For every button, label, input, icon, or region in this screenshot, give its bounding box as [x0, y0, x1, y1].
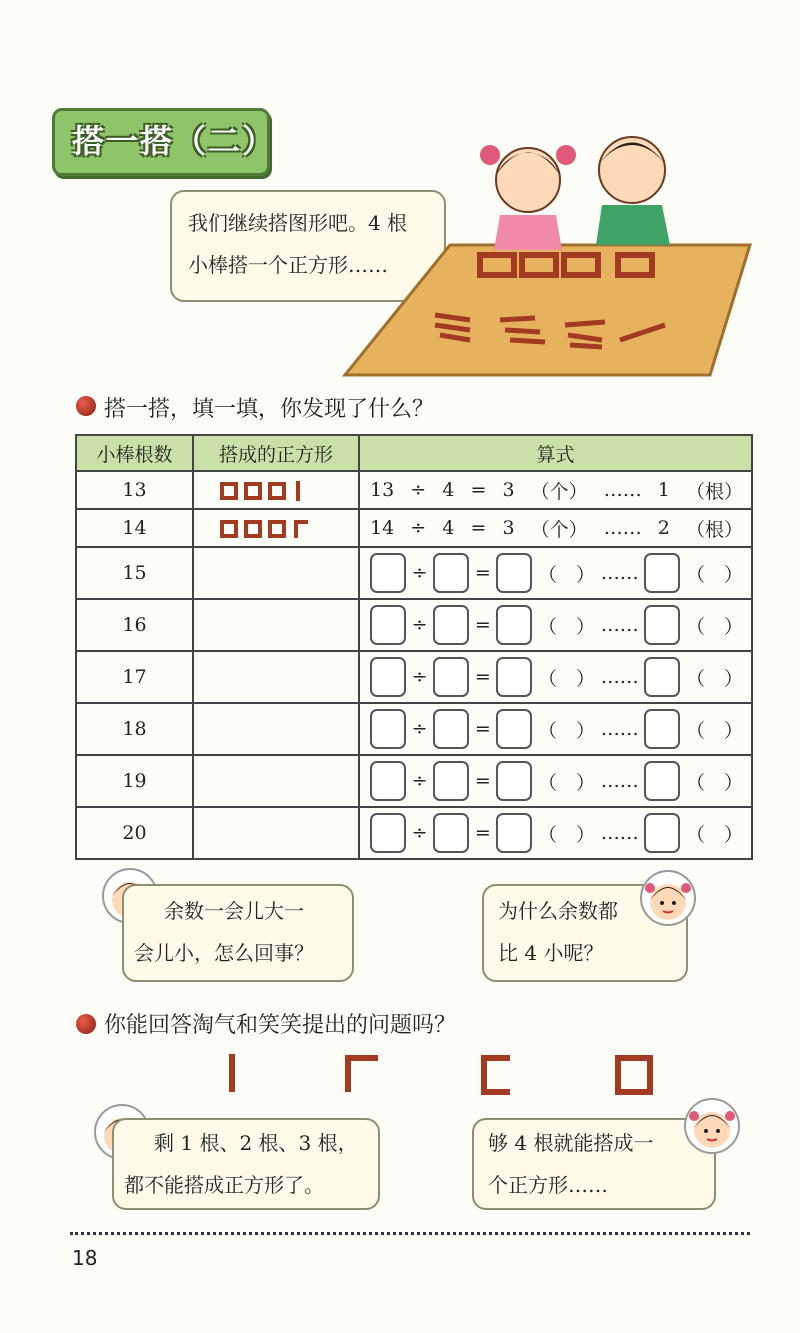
div-sign: ÷	[411, 562, 428, 584]
remainder-box[interactable]	[644, 761, 680, 801]
div-sign: ÷	[411, 614, 428, 636]
section1-heading: 搭一搭，填一填，你发现了什么？	[104, 397, 435, 422]
table-row	[76, 509, 752, 547]
stick-count-cell: 13	[76, 471, 193, 509]
boy-bubble1-line1: 余数一会儿大一	[164, 899, 304, 923]
quotient-box[interactable]	[496, 761, 532, 801]
squares-cell[interactable]	[193, 703, 359, 755]
unit-paren[interactable]: （ ）	[538, 823, 596, 846]
quotient-box[interactable]	[496, 553, 532, 593]
stick-count-cell: 17	[76, 651, 193, 703]
eq-remainder: 1	[657, 479, 670, 501]
formula-cell	[359, 651, 752, 703]
girl-bubble2-line2: 个正方形……	[488, 1173, 608, 1197]
boy-bubble1-line2: 会儿小，怎么回事？	[134, 941, 314, 965]
stick-count-cell: 19	[76, 755, 193, 807]
unit-paren[interactable]: （ ）	[685, 563, 743, 586]
div-sign: ÷	[411, 666, 428, 688]
boy-bubble2-line2: 都不能搭成正方形了。	[124, 1173, 324, 1197]
girl-bubble2-line1: 够 4 根就能搭成一	[488, 1131, 654, 1155]
unit-paren[interactable]: （ ）	[538, 615, 596, 638]
stick-square-icon	[268, 520, 286, 538]
division-table	[75, 434, 753, 860]
girl-avatar	[640, 870, 696, 926]
unit-paren[interactable]: （ ）	[685, 667, 743, 690]
unit-paren[interactable]: （ ）	[538, 719, 596, 742]
boy-speech-bubble-1	[122, 884, 354, 982]
equals-sign: =	[474, 770, 491, 792]
unit-paren[interactable]: （ ）	[685, 615, 743, 638]
eq-unit-ge: （个）	[530, 480, 588, 503]
equals-sign: =	[474, 822, 491, 844]
div-sign: ÷	[411, 718, 428, 740]
divisor-box[interactable]	[433, 813, 469, 853]
unit-paren[interactable]: （ ）	[538, 667, 596, 690]
squares-cell[interactable]	[193, 547, 359, 599]
eq-equals: =	[470, 479, 487, 501]
dots: ……	[600, 770, 639, 792]
stick-count-cell: 16	[76, 599, 193, 651]
boy-face-icon	[599, 137, 665, 203]
table-row	[76, 651, 752, 703]
quotient-box[interactable]	[496, 605, 532, 645]
divisor-box[interactable]	[433, 553, 469, 593]
eq-dividend: 14	[370, 517, 395, 539]
stick-square-icon	[220, 482, 238, 500]
remainder-box[interactable]	[644, 605, 680, 645]
eq-divisor: 4	[442, 517, 455, 539]
dividend-box[interactable]	[370, 553, 406, 593]
eq-unit-ge: （个）	[530, 518, 588, 541]
squares-cell	[193, 471, 359, 509]
dividend-box[interactable]	[370, 709, 406, 749]
divisor-box[interactable]	[433, 657, 469, 697]
eq-equals: =	[470, 517, 487, 539]
quotient-box[interactable]	[496, 709, 532, 749]
dots: ……	[600, 666, 639, 688]
section2-heading: 你能回答淘气和笑笑提出的问题吗？	[104, 1013, 457, 1038]
stick-count-cell: 20	[76, 807, 193, 859]
table-row	[76, 703, 752, 755]
three-sticks-icon	[484, 1058, 510, 1092]
squares-cell[interactable]	[193, 651, 359, 703]
formula-cell	[359, 703, 752, 755]
dots: ……	[600, 718, 639, 740]
eq-unit-gen: （根）	[685, 480, 743, 503]
stick-count-cell: 18	[76, 703, 193, 755]
single-stick-icon	[296, 481, 300, 501]
bullet-icon	[76, 1014, 96, 1034]
eq-dividend: 13	[370, 479, 395, 501]
two-sticks-icon	[348, 1058, 378, 1092]
page-title: 搭一搭（二）	[72, 122, 277, 160]
stick-square-icon	[220, 520, 238, 538]
quotient-box[interactable]	[496, 657, 532, 697]
dividend-box[interactable]	[370, 605, 406, 645]
equals-sign: =	[474, 666, 491, 688]
div-sign: ÷	[411, 770, 428, 792]
header-squares: 搭成的正方形	[193, 435, 359, 471]
table-row	[76, 755, 752, 807]
eq-quotient: 3	[502, 517, 515, 539]
formula-cell	[359, 599, 752, 651]
intro-line-1: 我们继续搭图形吧。4 根	[188, 211, 408, 235]
formula-cell	[359, 755, 752, 807]
header-formula: 算式	[359, 435, 752, 471]
unit-paren[interactable]: （ ）	[538, 771, 596, 794]
divisor-box[interactable]	[433, 709, 469, 749]
unit-paren[interactable]: （ ）	[685, 771, 743, 794]
divisor-box[interactable]	[433, 605, 469, 645]
dots: ……	[600, 614, 639, 636]
table-row	[76, 471, 752, 509]
remainder-box[interactable]	[644, 813, 680, 853]
eq-remainder: 2	[657, 517, 670, 539]
eq-unit-gen: （根）	[685, 518, 743, 541]
formula-cell	[359, 509, 752, 547]
eq-div-sign: ÷	[410, 479, 427, 501]
dividend-box[interactable]	[370, 761, 406, 801]
square-sticks-icon	[618, 1058, 650, 1092]
formula-cell	[359, 547, 752, 599]
bullet-icon	[76, 396, 96, 416]
eq-quotient: 3	[502, 479, 515, 501]
table-header-row	[76, 435, 752, 471]
squares-cell[interactable]	[193, 599, 359, 651]
remainder-box[interactable]	[644, 709, 680, 749]
page-number: 18	[72, 1246, 98, 1270]
squares-cell	[193, 509, 359, 547]
formula-cell	[359, 807, 752, 859]
equals-sign: =	[474, 718, 491, 740]
stick-square-icon	[244, 482, 262, 500]
eq-dots: ……	[603, 517, 642, 539]
quotient-box[interactable]	[496, 813, 532, 853]
table-row	[76, 807, 752, 859]
formula-cell	[359, 471, 752, 509]
girl-bubble1-line2: 比 4 小呢？	[498, 941, 604, 965]
table-row	[76, 599, 752, 651]
stick-count-cell: 15	[76, 547, 193, 599]
girl-bubble1-line1: 为什么余数都	[498, 899, 618, 923]
dividend-box[interactable]	[370, 657, 406, 697]
squares-cell[interactable]	[193, 755, 359, 807]
girl-speech-bubble-2	[472, 1118, 716, 1210]
dots: ……	[600, 822, 639, 844]
divisor-box[interactable]	[433, 761, 469, 801]
stick-square-icon	[268, 482, 286, 500]
dots: ……	[600, 562, 639, 584]
boy-speech-bubble-2	[112, 1118, 380, 1210]
girl-avatar	[684, 1098, 740, 1154]
kids-building-illustration	[340, 120, 760, 380]
eq-div-sign: ÷	[410, 517, 427, 539]
dotted-divider	[70, 1232, 750, 1235]
stick-square-icon	[244, 520, 262, 538]
dividend-box[interactable]	[370, 813, 406, 853]
div-sign: ÷	[411, 822, 428, 844]
table-row	[76, 547, 752, 599]
unit-paren[interactable]: （ ）	[538, 563, 596, 586]
header-stick-count: 小棒根数	[76, 435, 193, 471]
boy-bubble2-line1: 剩 1 根、2 根、3 根，	[154, 1131, 358, 1155]
unit-paren[interactable]: （ ）	[685, 823, 743, 846]
equals-sign: =	[474, 562, 491, 584]
stick-progression-illustration	[200, 1050, 670, 1100]
corner-sticks-icon	[294, 520, 308, 538]
stick-count-cell: 14	[76, 509, 193, 547]
equals-sign: =	[474, 614, 491, 636]
squares-cell[interactable]	[193, 807, 359, 859]
unit-paren[interactable]: （ ）	[685, 719, 743, 742]
girl-face-icon	[496, 148, 560, 212]
eq-divisor: 4	[442, 479, 455, 501]
intro-line-2: 小棒搭一个正方形……	[188, 253, 388, 277]
eq-dots: ……	[603, 479, 642, 501]
remainder-box[interactable]	[644, 657, 680, 697]
remainder-box[interactable]	[644, 553, 680, 593]
